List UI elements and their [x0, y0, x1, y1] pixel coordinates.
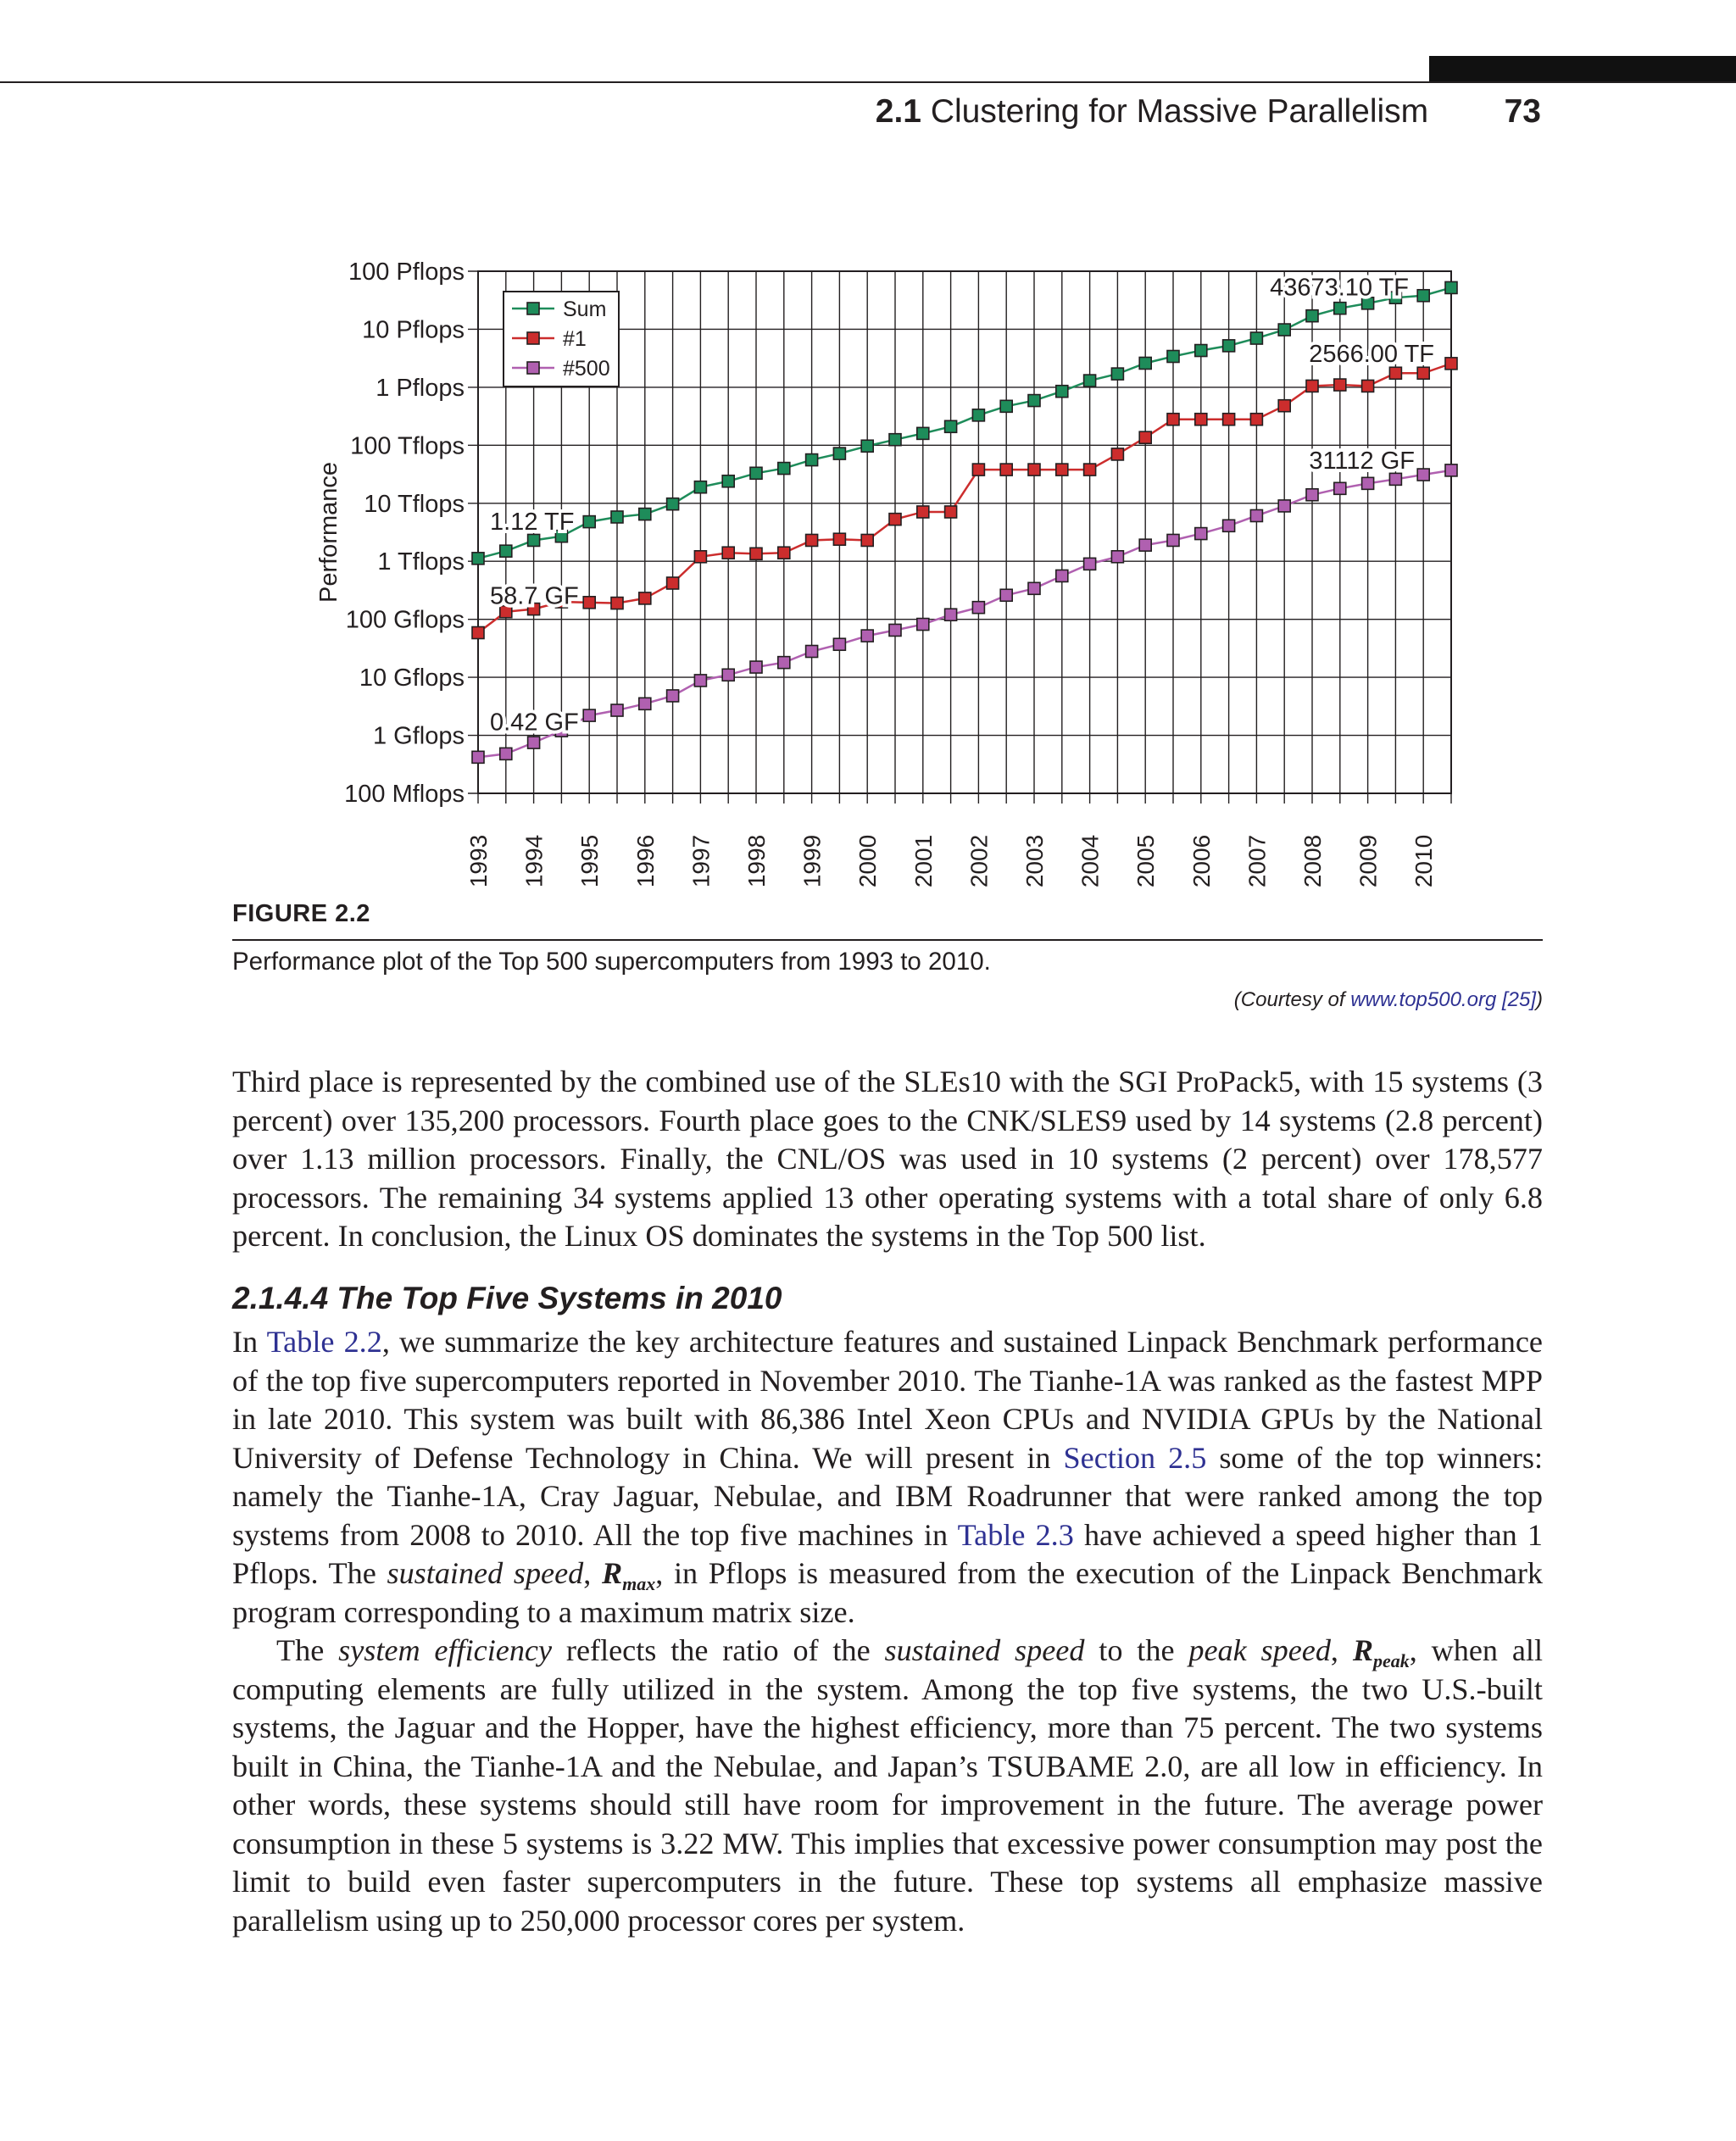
x-tick-label: 2003: [1021, 834, 1048, 888]
credit-prefix: (Courtesy of: [1233, 988, 1351, 1011]
data-point-sum: [889, 434, 901, 446]
data-point-500: [750, 661, 762, 673]
data-point-1: [1417, 367, 1429, 379]
data-point-sum: [778, 463, 790, 475]
data-point-1: [583, 597, 595, 609]
p2-emphasis-sustained-speed: sustained speed: [387, 1556, 584, 1590]
performance-chart: [0, 246, 1492, 890]
data-point-sum: [1139, 357, 1151, 369]
table-2-3-link[interactable]: Table 2.3: [957, 1517, 1074, 1552]
credit-suffix: ): [1536, 988, 1543, 1011]
data-point-sum: [917, 427, 929, 439]
annotation-label: 1.12 TF: [490, 508, 575, 536]
data-point-500: [694, 675, 706, 687]
p3-emphasis-system-efficiency: system efficiency: [338, 1633, 553, 1667]
y-tick-label: 1 Tflops: [377, 548, 465, 576]
data-point-500: [1139, 539, 1151, 551]
x-tick-label: 1994: [520, 834, 548, 888]
annotation-label: 31112 GF: [1309, 447, 1415, 475]
data-point-sum: [945, 420, 957, 432]
data-point-1: [1195, 414, 1207, 425]
data-point-sum: [694, 481, 706, 493]
data-point-500: [1000, 589, 1012, 601]
data-point-500: [1362, 477, 1374, 489]
data-point-500: [778, 657, 790, 669]
legend-label: #500: [563, 357, 610, 381]
data-point-1: [1084, 464, 1096, 475]
data-point-sum: [1084, 375, 1096, 386]
data-point-sum: [806, 454, 818, 466]
data-point-500: [528, 737, 540, 748]
y-tick-label: 100 Mflops: [344, 781, 465, 808]
legend-marker: [527, 332, 539, 344]
x-tick-label: 2009: [1355, 834, 1382, 888]
data-point-1: [917, 506, 929, 518]
data-point-1: [1111, 448, 1123, 460]
x-tick-label: 1993: [465, 834, 492, 888]
y-axis-label: Performance: [315, 461, 342, 603]
p2-text-4: have achieved a speed higher than 1 Pflops. The: [232, 1517, 1544, 1590]
data-point-500: [1334, 482, 1346, 494]
data-point-1: [1362, 380, 1374, 392]
data-point-sum: [500, 545, 512, 557]
header-bar: [1429, 56, 1736, 82]
figure-credit: [0, 988, 1543, 1012]
table-2-2-link[interactable]: Table 2.2: [266, 1325, 382, 1359]
data-point-500: [1223, 520, 1235, 531]
y-tick-label: 1 Pflops: [376, 374, 465, 402]
series-line-500: [478, 470, 1451, 757]
data-point-1: [611, 598, 623, 609]
figure-caption: Performance plot of the Top 500 supercomputers from 1993 to 2010.: [232, 948, 991, 976]
data-point-sum: [1195, 345, 1207, 357]
page-number: 73: [1504, 93, 1541, 130]
data-point-500: [1028, 582, 1040, 594]
data-point-1: [1278, 400, 1290, 412]
data-point-1: [722, 547, 734, 559]
data-point-500: [1195, 528, 1207, 540]
data-point-sum: [639, 509, 651, 520]
x-tick-label: 2007: [1244, 834, 1271, 888]
p2-text-3: some of the top winners: namely the Tianhe-1A, Cray Jaguar, Nebulae, and IBM Roadrunner that were ranked among the top systems from 2008 to 2010. All the top five machines in: [232, 1440, 1543, 1552]
section-title: Clustering for Massive Parallelism: [930, 93, 1429, 130]
x-tick-label: 1995: [576, 834, 604, 888]
figure-rule: [232, 939, 1543, 941]
data-point-1: [972, 464, 984, 475]
y-tick-label: 100 Gflops: [345, 606, 465, 634]
data-point-sum: [750, 467, 762, 479]
data-point-500: [972, 602, 984, 614]
data-point-500: [1167, 534, 1179, 546]
x-tick-label: 2000: [854, 834, 882, 888]
rpeak-subscript: peak: [1372, 1650, 1410, 1672]
data-point-1: [639, 592, 651, 604]
annotation-label: 43673.10 TF: [1270, 274, 1409, 302]
figure-label: FIGURE 2.2: [232, 900, 370, 927]
x-tick-label: 2008: [1299, 834, 1326, 888]
plot-frame: [478, 271, 1451, 793]
data-point-sum: [611, 511, 623, 523]
data-point-500: [1389, 473, 1401, 485]
data-point-sum: [1250, 332, 1262, 344]
x-tick-label: 2005: [1132, 834, 1160, 888]
data-point-sum: [1445, 281, 1457, 293]
y-tick-label: 10 Pflops: [362, 316, 465, 344]
p3-text-5: , when all computing elements are fully utilized in the system. Among the top five systems, the two U.S.-built systems, the Jaguar and the Hopper, have the highest efficiency, more than 75 percent. The two systems built in China, the Tianhe-1A and the Nebulae, and Japan’s TSUBAME 2.0, are all low in efficiency. In other words, these systems should still have room for improvement in the future. The average power consumption in these 5 systems is 3.22 MW. This implies that excessive power consumption may post the limit to build even faster supercomputers in the future. These top systems all emphasize massive parallelism using up to 250,000 processor cores per system.: [232, 1633, 1544, 1938]
section-number: 2.1: [875, 93, 921, 130]
data-point-500: [889, 624, 901, 636]
data-point-1: [1306, 380, 1318, 392]
data-point-sum: [583, 516, 595, 528]
paragraph-3: [232, 1632, 1543, 1940]
data-point-1: [1167, 414, 1179, 425]
credit-link[interactable]: www.top500.org [25]: [1350, 988, 1536, 1011]
data-point-500: [1417, 469, 1429, 481]
data-point-500: [917, 619, 929, 631]
data-point-sum: [861, 440, 873, 452]
data-point-1: [778, 547, 790, 559]
data-point-sum: [1223, 340, 1235, 352]
data-point-sum: [528, 534, 540, 546]
data-point-1: [861, 534, 873, 546]
p3-text-3: to the: [1084, 1633, 1189, 1667]
chart-legend: [504, 292, 619, 386]
data-point-500: [861, 630, 873, 642]
data-point-1: [750, 548, 762, 559]
data-point-sum: [1111, 368, 1123, 380]
data-point-500: [1306, 489, 1318, 501]
data-point-sum: [1000, 400, 1012, 412]
data-point-500: [1278, 500, 1290, 512]
y-tick-label: 100 Pflops: [348, 259, 465, 286]
series-line-sum: [478, 287, 1451, 558]
data-point-500: [472, 751, 484, 763]
data-point-sum: [1056, 386, 1068, 398]
data-point-500: [611, 704, 623, 716]
legend-label: #1: [563, 327, 587, 351]
data-point-sum: [972, 409, 984, 421]
annotation-label: 2566.00 TF: [1309, 340, 1434, 368]
data-point-500: [500, 748, 512, 759]
paragraph-2: [232, 1323, 1543, 1632]
data-point-sum: [667, 498, 679, 510]
data-point-500: [945, 609, 957, 620]
data-point-1: [667, 577, 679, 589]
data-point-1: [1223, 414, 1235, 425]
legend-label: Sum: [563, 298, 607, 321]
p2-text-2: , we summarize the key architecture features and sustained Linpack Benchmark performance of the top five supercomputers reported in November 2010. The Tianhe-1A was ranked as the fastest MPP in late 2010. This system was built with 86,386 Intel Xeon CPUs and NVIDIA GPUs by the National University of Defense Technology in China. We will present in: [232, 1325, 1543, 1475]
data-point-sum: [1028, 395, 1040, 407]
legend-marker: [527, 303, 539, 314]
data-point-500: [1445, 464, 1457, 476]
data-point-sum: [1417, 290, 1429, 302]
data-point-sum: [833, 448, 845, 459]
data-point-1: [945, 506, 957, 518]
x-tick-label: 2006: [1188, 834, 1215, 888]
p3-text-4: ,: [1330, 1633, 1353, 1667]
data-point-500: [722, 669, 734, 681]
running-head: [0, 93, 1541, 131]
data-point-1: [472, 627, 484, 639]
section-heading: 2.1.4.4 The Top Five Systems in 2010: [232, 1281, 782, 1315]
rmax-subscript: max: [622, 1573, 656, 1595]
data-point-1: [1000, 464, 1012, 475]
data-point-500: [1056, 570, 1068, 581]
y-tick-label: 1 Gflops: [373, 722, 465, 750]
rpeak-symbol: R: [1352, 1633, 1373, 1667]
annotation-label: 58.7 GF: [490, 582, 579, 610]
y-tick-label: 10 Tflops: [364, 490, 465, 518]
data-point-sum: [1334, 303, 1346, 314]
data-point-sum: [1167, 351, 1179, 363]
x-tick-label: 1998: [743, 834, 770, 888]
data-point-1: [889, 514, 901, 526]
annotation-label: 0.42 GF: [490, 709, 579, 737]
data-point-500: [667, 690, 679, 702]
x-tick-label: 1997: [687, 834, 715, 888]
data-point-1: [806, 534, 818, 546]
rmax-symbol: R: [602, 1556, 623, 1590]
p3-emphasis-peak-speed: peak speed: [1188, 1633, 1331, 1667]
paragraph-1: Third place is represented by the combined use of the SLEs10 with the SGI ProPack5, with 15 systems (3 percent) over 135,200 processors. Fourth place goes to the CNK/SLES9 used by 14 systems (2.8 percent) over 1.13 million processors. Finally, the CNL/OS was used in 10 systems (2 percent) over 178,577 processors. The remaining 34 systems applied 13 other operating systems with a total share of only 6.8 percent. In conclusion, the Linux OS dominates the systems in the Top 500 list.: [232, 1065, 1543, 1253]
data-point-1: [1445, 358, 1457, 370]
section-2-5-link[interactable]: Section 2.5: [1063, 1440, 1207, 1475]
p3-text-1: The: [276, 1633, 339, 1667]
p2-text-5: ,: [583, 1556, 602, 1590]
p3-text-2: reflects the ratio of the: [552, 1633, 885, 1667]
x-tick-label: 1999: [798, 834, 826, 888]
data-point-500: [583, 709, 595, 721]
data-point-sum: [1278, 324, 1290, 336]
data-point-500: [833, 638, 845, 650]
data-point-500: [1111, 551, 1123, 563]
y-tick-label: 10 Gflops: [359, 665, 465, 692]
legend-marker: [527, 362, 539, 374]
data-point-sum: [1306, 310, 1318, 322]
x-tick-label: 1996: [632, 834, 659, 888]
data-point-1: [694, 551, 706, 563]
data-point-sum: [722, 475, 734, 487]
p3-emphasis-sustained-speed: sustained speed: [884, 1633, 1085, 1667]
data-point-500: [639, 698, 651, 709]
x-tick-label: 2010: [1410, 834, 1438, 888]
x-tick-label: 2002: [965, 834, 993, 888]
data-point-1: [1056, 464, 1068, 475]
data-point-500: [1084, 558, 1096, 570]
y-tick-label: 100 Tflops: [350, 432, 465, 460]
data-point-sum: [472, 553, 484, 564]
data-point-1: [1250, 414, 1262, 425]
data-point-1: [1139, 431, 1151, 443]
header-rule: [0, 81, 1736, 83]
data-point-500: [1250, 509, 1262, 521]
x-tick-label: 2004: [1077, 834, 1104, 888]
x-tick-label: 2001: [910, 834, 937, 888]
data-point-1: [833, 533, 845, 545]
data-point-1: [1389, 367, 1401, 379]
data-point-1: [1028, 464, 1040, 475]
data-point-1: [1334, 379, 1346, 391]
p2-text-6: , in Pflops is measured from the execution of the Linpack Benchmark program corresponding to a maximum matrix size.: [232, 1556, 1544, 1629]
p2-text-1: In: [232, 1325, 267, 1359]
data-point-500: [806, 646, 818, 658]
